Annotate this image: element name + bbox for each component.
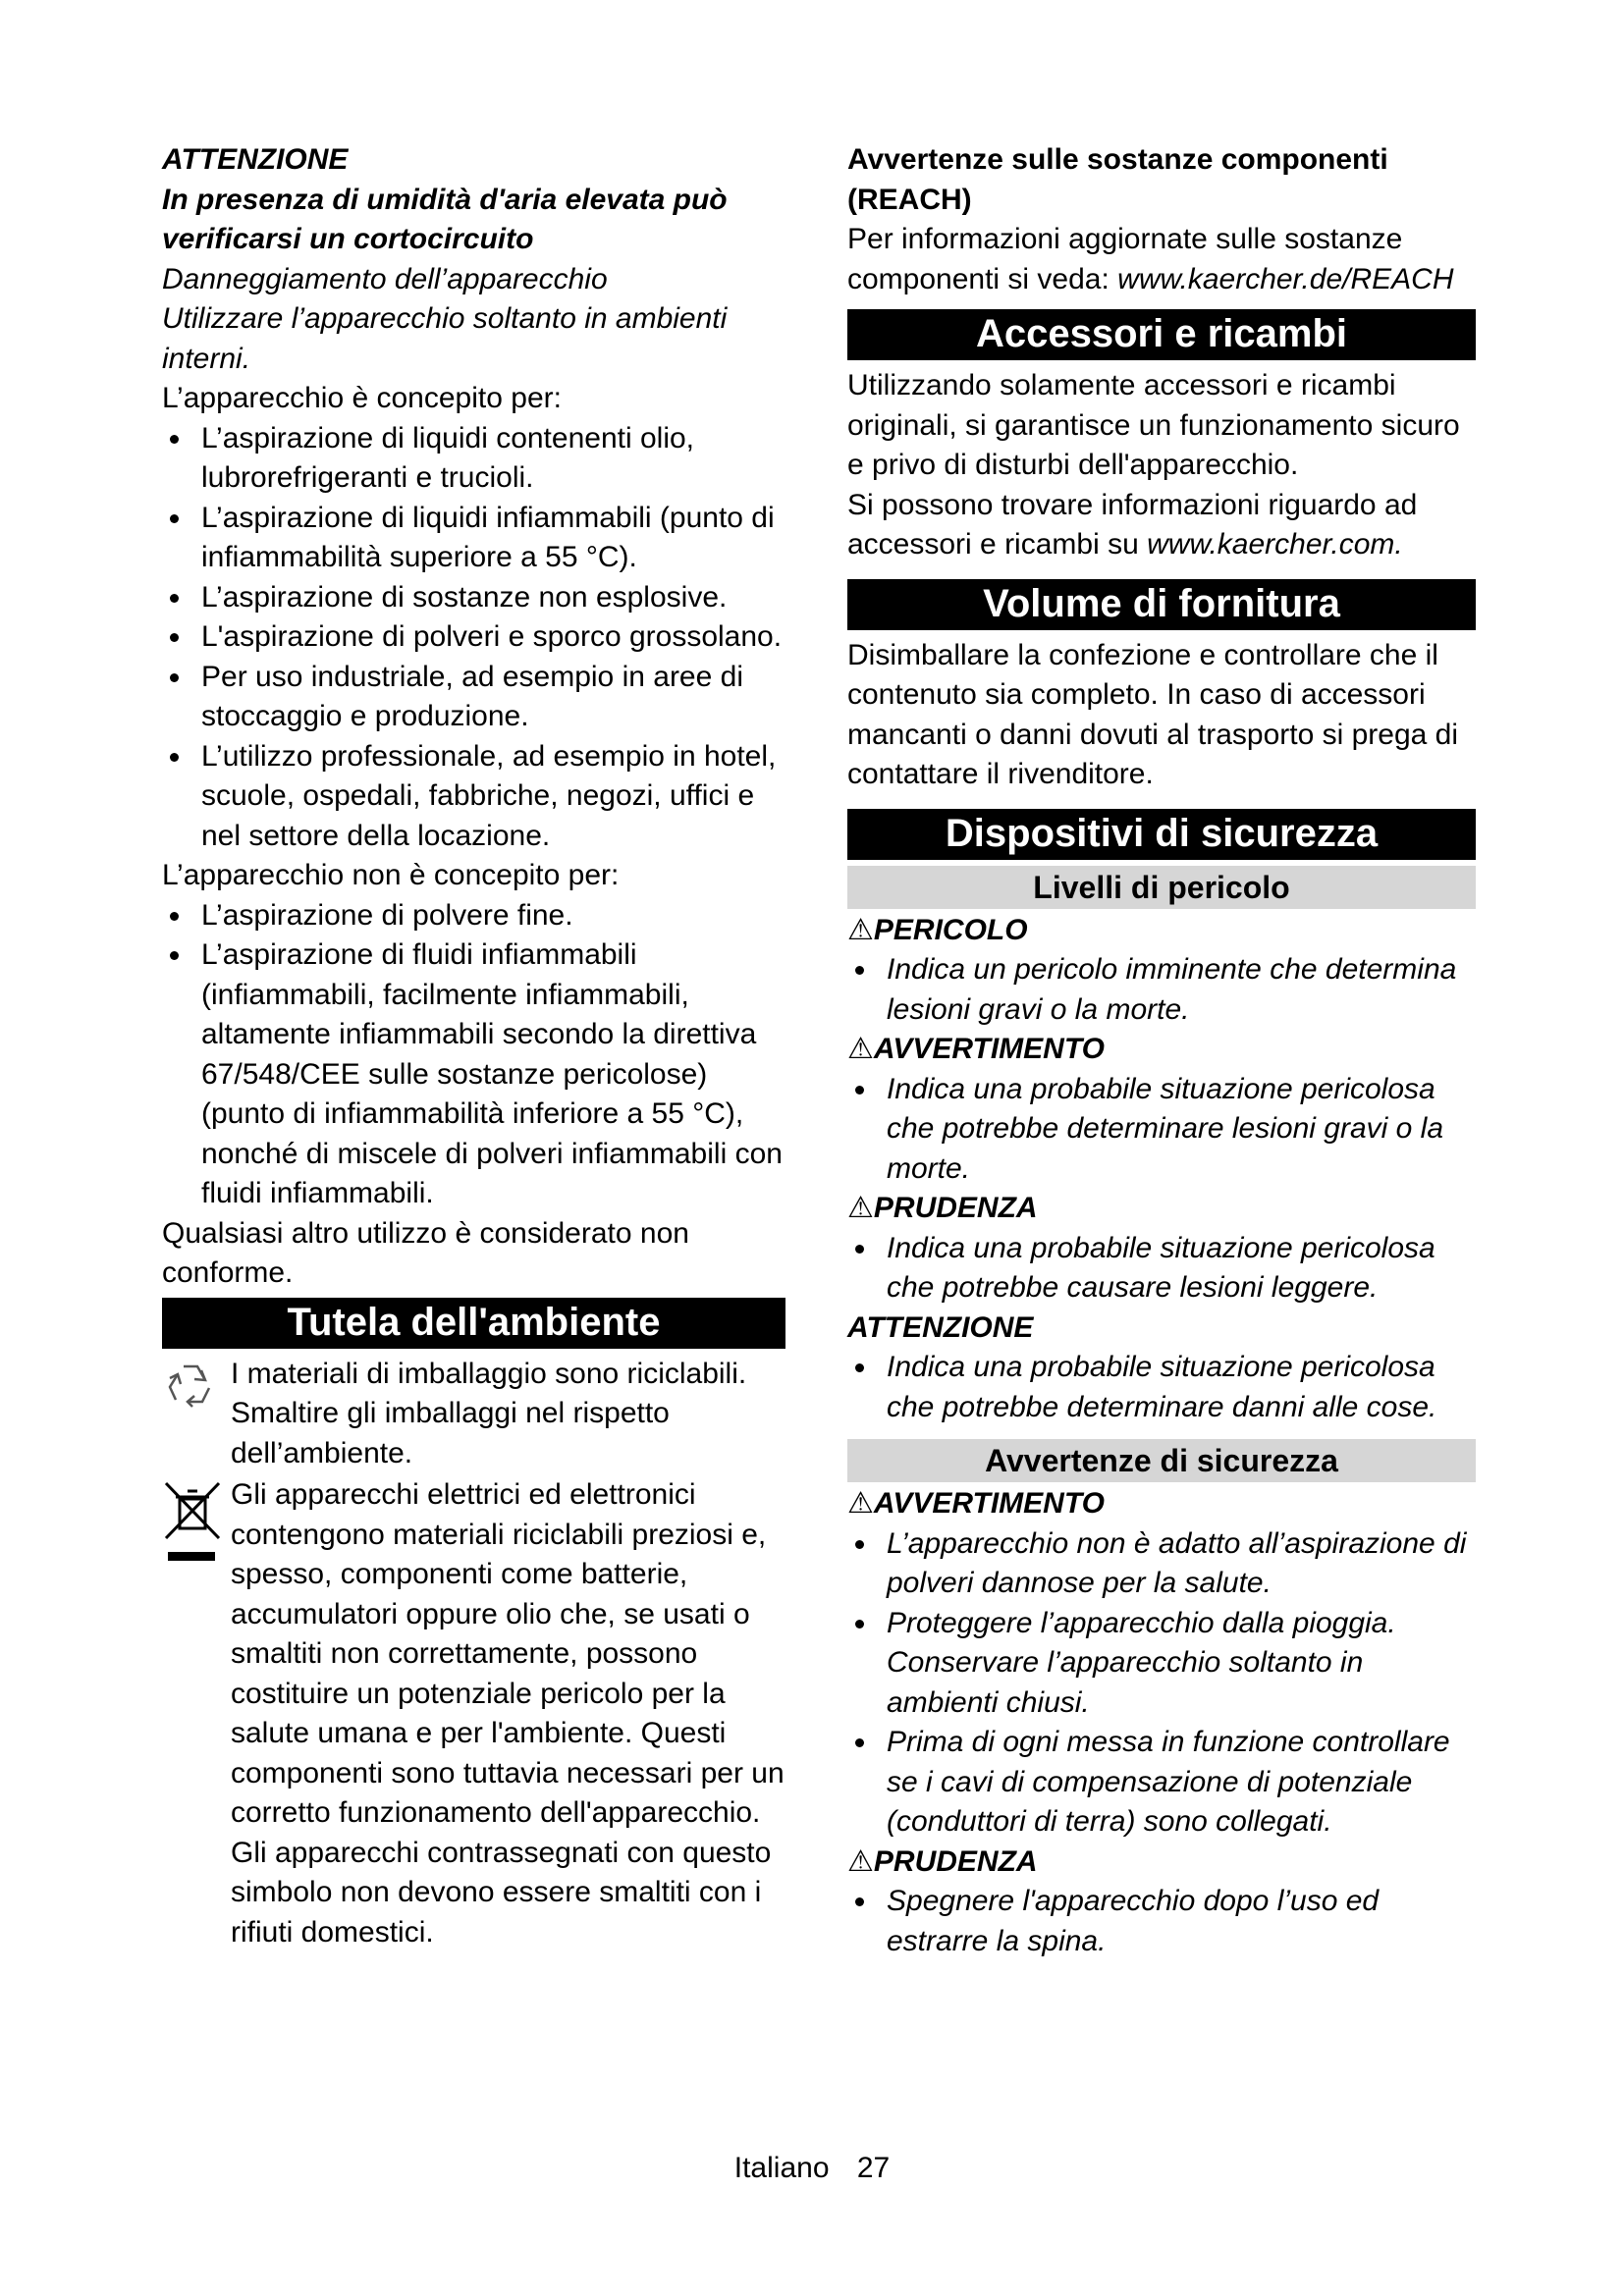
accessories-section-header: Accessori e ricambi (847, 309, 1476, 360)
safety-notes-header: Avvertenze di sicurezza (847, 1439, 1476, 1482)
list-item: L’aspirazione di polvere fine. (162, 896, 785, 936)
crossed-bin-icon (162, 1477, 223, 1587)
danger-label: ⚠PERICOLO (847, 913, 1028, 946)
safety-section-header: Dispositivi di sicurezza (847, 809, 1476, 860)
reach-paragraph (847, 220, 1476, 299)
list-item: Indica una probabile situazione pericolosa che potrebbe causare lesioni leggere. (847, 1229, 1476, 1308)
list-item: L’utilizzo professionale, ad esempio in hotel, scuole, ospedali, fabbriche, negozi, uffici e nel settore della locazione. (162, 737, 785, 857)
attention-bold: In presenza di umidità d'aria elevata può verificarsi un cortocircuito (162, 183, 728, 255)
designed-for-intro: L’apparecchio è concepito per: (162, 382, 562, 414)
env-weee-text: Gli apparecchi elettrici ed elettronici contengono materiali riciclabili preziosi e, spesso, componenti come batterie, accumulatori oppure olio che, se usati o smaltiti non correttamente, possono costituire un potenziale pericolo per la salute umana e per l'ambiente. Questi componenti sono tuttavia necessari per un corretto funzionamento dell'apparecchio. Gli apparecchi contrassegnati con questo simbolo non devono essere smaltiti con i rifiuti domestici. (231, 1478, 785, 1949)
caution-label: ⚠PRUDENZA (847, 1192, 1038, 1224)
notes-warning-label: ⚠AVVERTIMENTO (847, 1487, 1105, 1520)
notes-caution-label: ⚠PRUDENZA (847, 1844, 1038, 1878)
attention-line1: Danneggiamento dell’apparecchio (162, 262, 608, 295)
warning-label: ⚠AVVERTIMENTO (847, 1033, 1105, 1065)
list-item: Spegnere l'apparecchio dopo l’uso ed estrarre la spina. (847, 1882, 1476, 1961)
list-item: Prima di ogni messa in funzione controllare se i cavi di compensazione di potenziale (conduttori di terra) sono collegati. (847, 1723, 1476, 1842)
attention-label: ATTENZIONE (847, 1310, 1034, 1344)
list-item: L’aspirazione di liquidi contenenti olio, lubrorefrigeranti e trucioli. (162, 419, 785, 499)
list-item: Indica un pericolo imminente che determina lesioni gravi o la morte. (847, 950, 1476, 1030)
env-recycle-paragraph (162, 1355, 785, 1474)
other-use: Qualsiasi altro utilizzo è considerato non conforme. (162, 1216, 689, 1289)
env-section-header: Tutela dell'ambiente (162, 1298, 785, 1349)
warning-triangle-icon: ⚠ (847, 1487, 874, 1520)
warning-triangle-icon: ⚠ (847, 1844, 874, 1878)
accessories-p1: Utilizzando solamente accessori e ricambi originali, si garantisce un funzionamento sicuro e privo di disturbi dell'apparecchio. (847, 369, 1460, 481)
page-footer (0, 2149, 1624, 2188)
env-recycle-text: I materiali di imballaggio sono riciclabili. Smaltire gli imballaggi nel rispetto dell’ambiente. (231, 1357, 747, 1469)
list-item: L’aspirazione di fluidi infiammabili (infiammabili, facilmente infiammabili, altamente infiammabili secondo la direttiva 67/548/CEE sulle sostanze pericolose) (punto di infiammabilità inferiore a 55 °C), nonché di miscele di polveri infiammabili con fluidi infiammabili. (162, 935, 785, 1214)
warning-triangle-icon: ⚠ (847, 913, 874, 946)
reach-text: Per informazioni aggiornate sulle sostanze componenti si veda: (847, 223, 1403, 295)
warning-triangle-icon: ⚠ (847, 1033, 874, 1065)
warning-triangle-icon: ⚠ (847, 1192, 874, 1224)
list-item: L’aspirazione di sostanze non esplosive. (162, 578, 785, 618)
accessories-p2 (847, 486, 1476, 565)
reach-title: Avvertenze sulle sostanze componenti (REACH) (847, 143, 1388, 216)
list-item: Indica una probabile situazione pericolosa che potrebbe determinare danni alle cose. (847, 1348, 1476, 1427)
recycle-icon (162, 1357, 219, 1425)
left-column (162, 140, 785, 1952)
list-item: L’apparecchio non è adatto all’aspirazione di polveri dannose per la salute. (847, 1524, 1476, 1604)
reach-link[interactable]: www.kaercher.de/REACH (1117, 262, 1454, 295)
page-number: 27 (856, 2152, 891, 2184)
accessories-p2-text: Si possono trovare informazioni riguardo ad accessori e ricambi su (847, 488, 1418, 561)
delivery-text: Disimballare la confezione e controllare che il contenuto sia completo. In caso di accessori mancanti o danni dovuti al trasporto si prega di contattare il rivenditore. (847, 638, 1459, 790)
right-column (847, 140, 1476, 1961)
list-item: Proteggere l’apparecchio dalla pioggia. Conservare l’apparecchio soltanto in ambienti chiusi. (847, 1604, 1476, 1724)
env-weee-paragraph (162, 1475, 785, 1952)
attention-line2: Utilizzare l’apparecchio soltanto in ambienti interni. (162, 302, 728, 375)
hazard-levels-header: Livelli di pericolo (847, 866, 1476, 909)
delivery-section-header: Volume di fornitura (847, 579, 1476, 630)
list-item: L'aspirazione di polveri e sporco grossolano. (162, 617, 785, 658)
accessories-link[interactable]: www.kaercher.com. (1147, 528, 1403, 561)
attention-title: ATTENZIONE (162, 143, 349, 176)
list-item: Per uso industriale, ad esempio in aree di stoccaggio e produzione. (162, 658, 785, 737)
not-designed-intro: L’apparecchio non è concepito per: (162, 859, 620, 891)
list-item: Indica una probabile situazione pericolosa che potrebbe determinare lesioni gravi o la morte. (847, 1070, 1476, 1190)
list-item: L’aspirazione di liquidi infiammabili (punto di infiammabilità superiore a 55 °C). (162, 499, 785, 578)
footer-language: Italiano (733, 2152, 830, 2184)
